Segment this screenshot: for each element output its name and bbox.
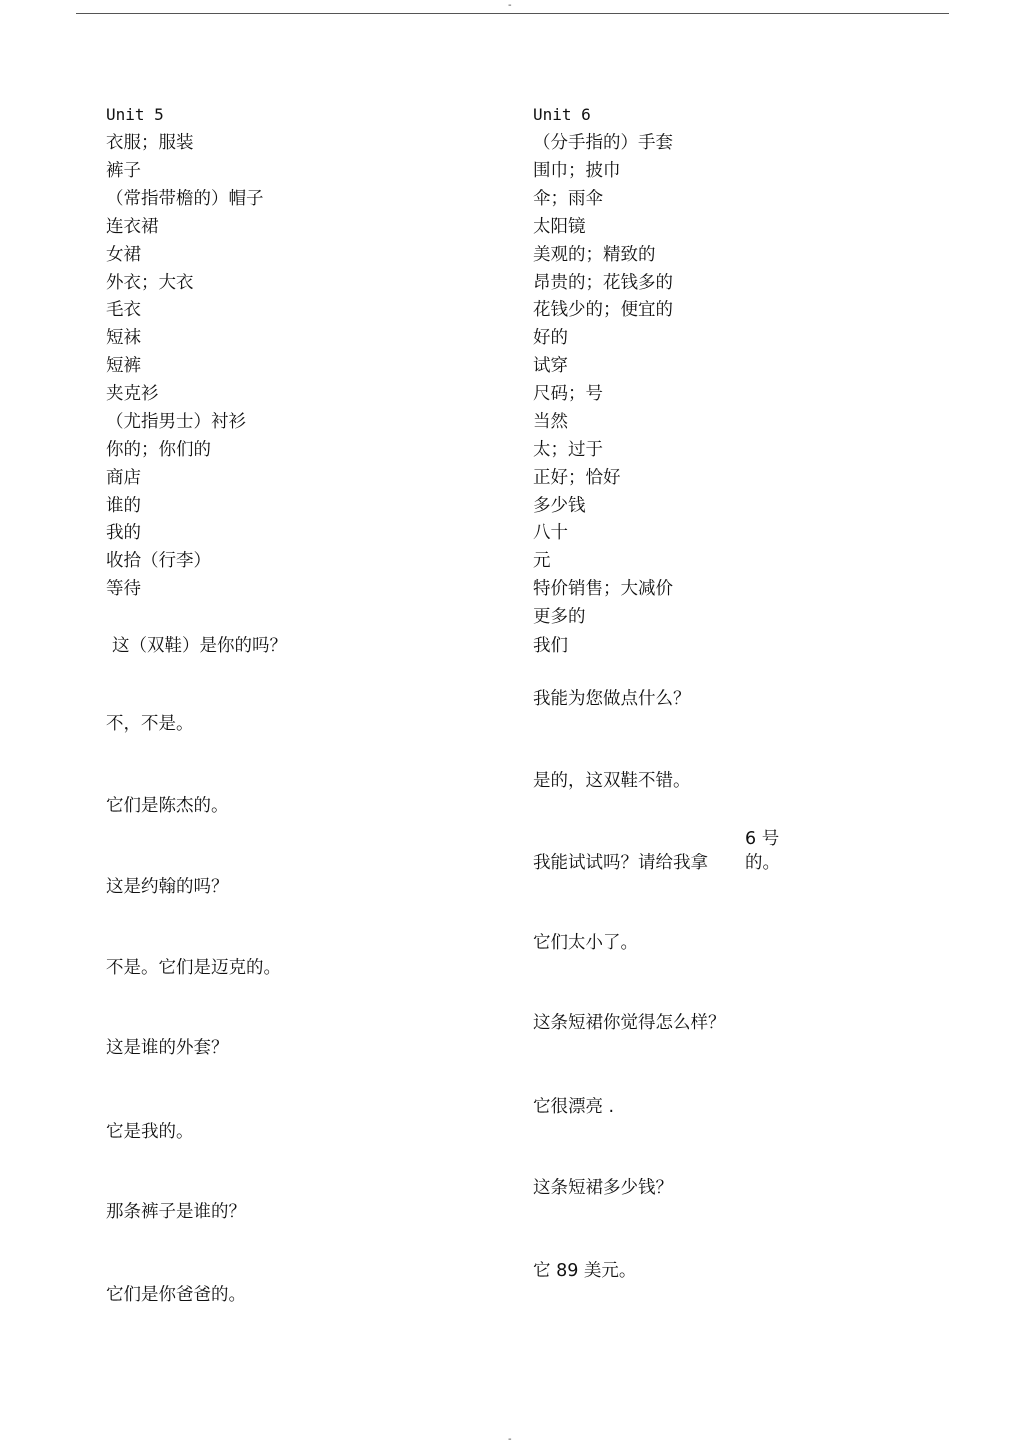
size-note-suffix: 的。 xyxy=(745,853,780,873)
vocab-item: 我们 xyxy=(533,636,568,656)
dialogue-line: 它们太小了。 xyxy=(533,933,638,953)
dialogue-line: 这是约翰的吗？ xyxy=(106,877,229,897)
vocab-item: 试穿 xyxy=(533,356,568,376)
footer-mark: - xyxy=(508,1434,512,1445)
vocab-item: 伞；雨伞 xyxy=(533,189,603,209)
dialogue-line: 它是我的。 xyxy=(106,1122,194,1142)
unit-6-title: Unit 6 xyxy=(533,105,591,124)
vocab-item: 正好；恰好 xyxy=(533,468,621,488)
vocab-item: 美观的；精致的 xyxy=(533,245,656,265)
vocab-item: 夹克衫 xyxy=(106,384,159,404)
vocab-item: 商店 xyxy=(106,468,141,488)
vocab-item: 短裤 xyxy=(106,356,141,376)
dialogue-line: 这条短裙你觉得怎么样？ xyxy=(533,1013,726,1033)
dialogue-line: 这（双鞋）是你的吗？ xyxy=(112,636,287,656)
dialogue-line: 它 89 美元。 xyxy=(533,1261,637,1281)
vocab-item: 毛衣 xyxy=(106,300,141,320)
vocab-item: 围巾；披巾 xyxy=(533,161,621,181)
vocab-item: 连衣裙 xyxy=(106,217,159,237)
dialogue-line: 我能试试吗？请给我拿 xyxy=(533,853,708,873)
vocab-item: 我的 xyxy=(106,523,141,543)
dialogue-line: 是的，这双鞋不错。 xyxy=(533,771,691,791)
dialogue-line: 它们是陈杰的。 xyxy=(106,796,229,816)
vocab-item: 更多的 xyxy=(533,607,586,627)
dialogue-line: 这条短裙多少钱？ xyxy=(533,1178,673,1198)
dialogue-line: 它很漂亮 . xyxy=(533,1097,615,1117)
vocab-item: （常指带檐的）帽子 xyxy=(106,189,264,209)
dialogue-line: 我能为您做点什么？ xyxy=(533,689,691,709)
vocab-item: 好的 xyxy=(533,328,568,348)
vocab-item: 昂贵的；花钱多的 xyxy=(533,273,673,293)
vocab-item: 太；过于 xyxy=(533,440,603,460)
vocab-item: 八十 xyxy=(533,523,568,543)
dialogue-line: 不是。它们是迈克的。 xyxy=(106,958,281,978)
vocab-item: 你的；你们的 xyxy=(106,440,211,460)
vocab-item: 多少钱 xyxy=(533,496,586,516)
dialogue-line: 那条裤子是谁的？ xyxy=(106,1202,246,1222)
dialogue-line: 它们是你爸爸的。 xyxy=(106,1285,246,1305)
size-note-number: 6 号 xyxy=(745,829,780,849)
dialogue-line: 不，不是。 xyxy=(106,714,194,734)
vocab-item: 收拾（行李） xyxy=(106,551,211,571)
vocab-item: 衣服；服装 xyxy=(106,133,194,153)
unit-5-title: Unit 5 xyxy=(106,105,164,124)
vocab-item: （分手指的）手套 xyxy=(533,133,673,153)
vocab-item: 尺码；号 xyxy=(533,384,603,404)
vocab-item: 当然 xyxy=(533,412,568,432)
vocab-item: 女裙 xyxy=(106,245,141,265)
vocab-item: 外衣；大衣 xyxy=(106,273,194,293)
vocab-item: 等待 xyxy=(106,579,141,599)
header-rule xyxy=(76,13,949,14)
vocab-item: （尤指男士）衬衫 xyxy=(106,412,246,432)
vocab-item: 元 xyxy=(533,551,551,571)
vocab-item: 短袜 xyxy=(106,328,141,348)
vocab-item: 裤子 xyxy=(106,161,141,181)
vocab-item: 太阳镜 xyxy=(533,217,586,237)
header-mark: - xyxy=(508,0,512,11)
dialogue-line: 这是谁的外套？ xyxy=(106,1038,229,1058)
vocab-item: 谁的 xyxy=(106,496,141,516)
vocab-item: 花钱少的；便宜的 xyxy=(533,300,673,320)
vocab-item: 特价销售；大减价 xyxy=(533,579,673,599)
